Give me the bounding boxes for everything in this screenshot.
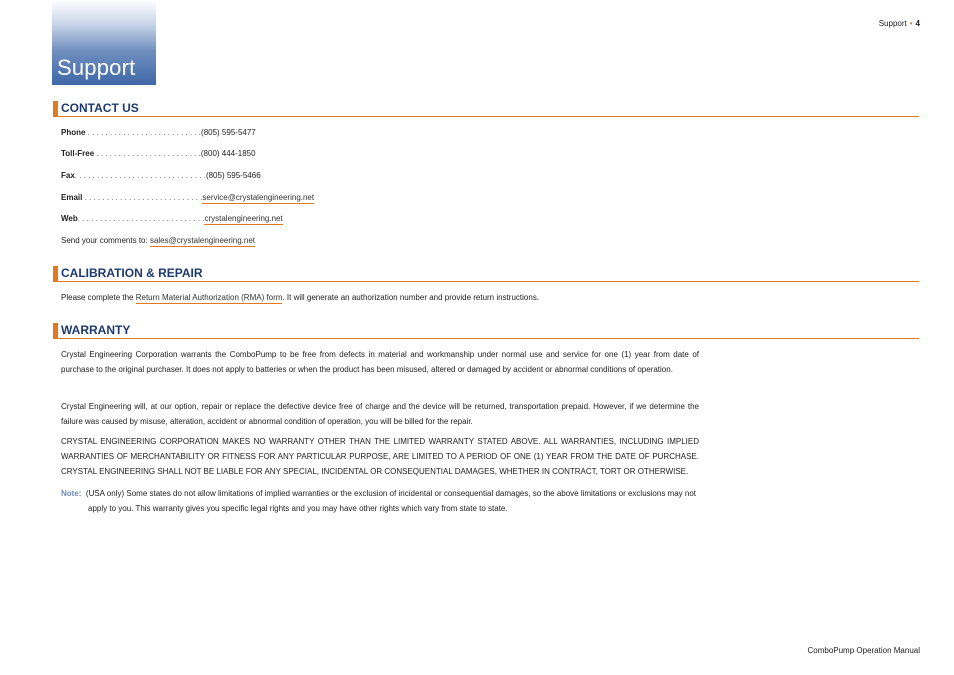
leader-dots: . . . . . . . . . . . . . . . . . . . . . . . . (94, 149, 201, 158)
contact-row-web (61, 214, 283, 224)
note-text: (USA only) Some states do not allow limitations of implied warranties or the exclusion of incidental or consequential damages, so the above limitations or exclusions may not apply to you. This warranty gives you specific legal rights and you may have other rights which vary from state to state. (85, 489, 696, 513)
leader-dots: . . . . . . . . . . . . . . . . . . . . . . . . . . . . . (77, 214, 205, 223)
heading-marker (53, 323, 58, 338)
leader-dots: . . . . . . . . . . . . . . . . . . . . . . . . . . (85, 128, 202, 137)
calibration-heading-text: CALIBRATION & REPAIR (61, 266, 203, 280)
contact-row-email (61, 193, 314, 203)
phone-label: Phone (61, 128, 86, 137)
leader-dots: . . . . . . . . . . . . . . . . . . . . . . . . . . . . . . (74, 171, 206, 180)
contact-row-phone (61, 128, 256, 138)
calibration-text-after: . It will generate an authorization number and provide return instructions. (282, 293, 540, 302)
contact-row-tollfree (61, 149, 256, 159)
warranty-note (61, 486, 701, 516)
web-label: Web (61, 214, 78, 223)
page-section-label: Support (878, 19, 907, 28)
contact-heading-text: CONTACT US (61, 101, 139, 115)
contact-heading (53, 101, 919, 117)
warranty-heading (53, 323, 919, 339)
warranty-heading-text: WARRANTY (61, 323, 131, 337)
tab-title: Support (57, 55, 136, 80)
page-number: 4 (915, 19, 920, 28)
calibration-heading (53, 266, 919, 282)
calibration-text: Please complete the (61, 293, 134, 302)
warranty-paragraph-2: Crystal Engineering will, at our option, repair or replace the defective device free of charge and the device will be returned, transportation prepaid. However, if we determine the failure was caused by misuse, alteration, accident or abnormal condition of operation, you will be billed for the repair. (61, 402, 699, 426)
fax-label: Fax (61, 171, 75, 180)
comments-email-link[interactable]: sales@crystalengineering.net (149, 236, 256, 245)
section-tab (52, 0, 156, 85)
fax-value: (805) 595-5466 (205, 171, 261, 180)
heading-marker (53, 266, 58, 281)
footer-manual-title: ComboPump Operation Manual (807, 646, 920, 655)
warranty-paragraph-3: CRYSTAL ENGINEERING CORPORATION MAKES NO WARRANTY OTHER THAN THE LIMITED WARRANTY STATED ABOVE. ALL WARRANTIES, INCLUDING IMPLIED WARRANTIES OF MERCHANTABILITY OR FITNESS FOR ANY PARTICULAR PURPOSE, ARE LIMITED TO A PERIOD OF ONE (1) YEAR FROM THE DATE OF PURCHASE. CRYSTAL ENGINEERING SHALL NOT BE LIABLE FOR ANY SPECIAL, INCIDENTAL OR CONSEQUENTIAL DAMAGES, WHETHER IN CONTRACT, TORT OR OTHERWISE. (61, 437, 699, 476)
web-link[interactable]: crystalengineering.net (204, 214, 283, 223)
heading-marker (53, 101, 58, 116)
email-label: Email (61, 193, 83, 202)
comments-line (61, 236, 255, 246)
tollfree-value: (800) 444-1850 (200, 149, 256, 158)
warranty-paragraph-1: Crystal Engineering Corporation warrants the ComboPump to be free from defects in material and workmanship under normal use and service for one (1) year from date of purchase to the original purchaser. It does not apply to batteries or when the product has been misused, altered or damaged by accident or abnormal conditions of operation. (61, 350, 699, 374)
bullet-icon: • (909, 19, 913, 28)
email-link[interactable]: service@crystalengineering.net (202, 193, 315, 202)
phone-value: (805) 595-5477 (201, 128, 256, 137)
tollfree-label: Toll-Free (61, 149, 95, 158)
leader-dots: . . . . . . . . . . . . . . . . . . . . . . . . . . . (82, 193, 203, 202)
page-header (879, 19, 920, 28)
contact-row-fax (61, 171, 261, 181)
note-label: Note: (61, 489, 82, 498)
rma-form-link[interactable]: Return Material Authorization (RMA) form (135, 293, 283, 302)
comments-text: Send your comments to: (61, 236, 148, 245)
calibration-paragraph (61, 293, 539, 303)
